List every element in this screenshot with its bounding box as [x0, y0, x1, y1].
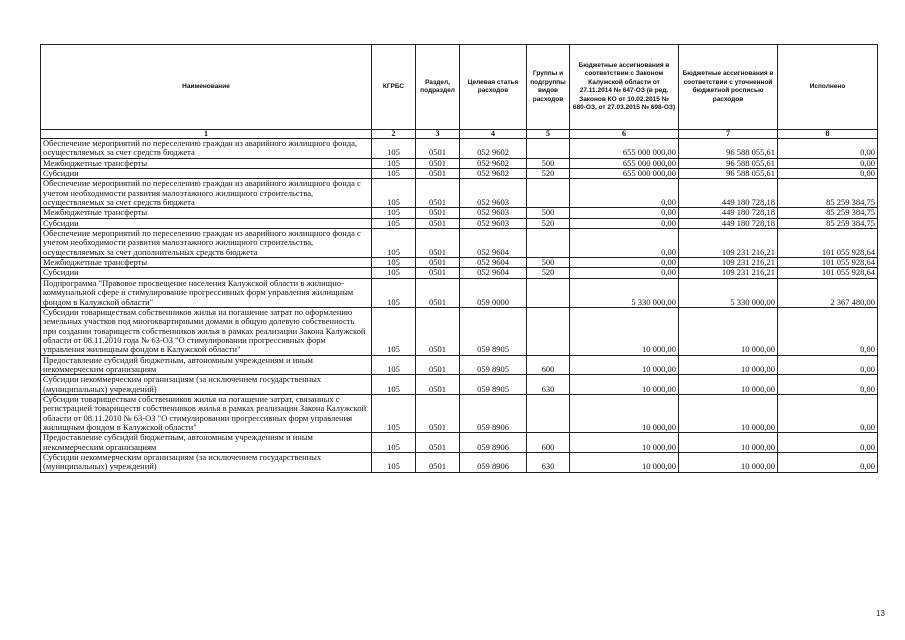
row-name: Субсидии [41, 268, 372, 278]
table-row [41, 307, 878, 355]
row-name: Субсидии некоммерческим организациям (за исключением государственных (муниципальных) учреждений) [41, 375, 372, 395]
header-group: Группы и подгруппы видов расходов [527, 45, 570, 130]
row-group: 520 [527, 169, 570, 179]
row-kgrbs: 105 [372, 355, 416, 375]
row-executed: 85 259 384,75 [778, 218, 878, 228]
row-kgrbs: 105 [372, 268, 416, 278]
row-budget-law: 10 000,00 [570, 433, 679, 453]
table-row [41, 375, 878, 395]
row-group [527, 229, 570, 258]
row-target: 052 9602 [460, 139, 527, 159]
column-number: 7 [679, 130, 778, 139]
row-name: Межбюджетные трансферты [41, 208, 372, 218]
column-number: 1 [41, 130, 372, 139]
row-budget-refined: 10 000,00 [679, 375, 778, 395]
row-name: Подпрограмма "Правовое просвещение населения Калужской области в жилищно-коммунальной сфере и стимулирование прогрессивных форм управления жилищным фондом в Калужской области" [41, 278, 372, 307]
row-executed: 101 055 928,64 [778, 258, 878, 268]
row-name: Обеспечение мероприятий по переселению граждан из аварийного жилищного фонда, осуществляемых за счет средств бюджета [41, 139, 372, 159]
table-row [41, 453, 878, 473]
row-target: 059 8906 [460, 433, 527, 453]
row-group [527, 307, 570, 355]
row-section: 0501 [416, 169, 460, 179]
row-group: 600 [527, 355, 570, 375]
table-row [41, 433, 878, 453]
table-row [41, 208, 878, 218]
row-group: 500 [527, 208, 570, 218]
table-row [41, 355, 878, 375]
table-row [41, 394, 878, 432]
row-executed: 0,00 [778, 158, 878, 168]
row-budget-refined: 10 000,00 [679, 307, 778, 355]
row-name: Субсидии товариществам собственников жилья на погашение затрат по оформлению земельных участков под многоквартирными домами в общую долевую собственность при создании товариществ собственников жилья в рамках реализации Закона Калужской области от 08.11.2010 года № 63-ОЗ "О стимулировании прогрессивных форм управления жилищным фондом в Калужской области" [41, 307, 372, 355]
row-section: 0501 [416, 433, 460, 453]
row-group: 500 [527, 158, 570, 168]
row-section: 0501 [416, 278, 460, 307]
table-row [41, 268, 878, 278]
row-budget-refined: 449 180 728,18 [679, 179, 778, 208]
row-name: Обеспечение мероприятий по переселению граждан из аварийного жилищного фонда с учетом необходимости развития малоэтажного жилищного строительства, осуществляемых за счет дополнительных средств бюджета [41, 229, 372, 258]
row-budget-law: 655 000 000,00 [570, 169, 679, 179]
row-executed: 2 367 480,00 [778, 278, 878, 307]
header-budget-refined: Бюджетные ассигнования в соответствии с уточненной бюджетной росписью расходов [679, 45, 778, 130]
header-row [41, 45, 878, 130]
row-target: 059 8905 [460, 307, 527, 355]
row-name: Обеспечение мероприятий по переселению граждан из аварийного жилищного фонда с учетом необходимости развития малоэтажного жилищного строительства, осуществляемых за счет средств бюджета [41, 179, 372, 208]
row-target: 059 8906 [460, 453, 527, 473]
row-target: 052 9604 [460, 268, 527, 278]
row-name: Субсидии товариществам собственников жилья на погашение затрат, связанных с регистрацией товариществ собственников жилья в рамках реализации Закона Калужской области от 08.11.2010 № 63-ОЗ "О стимулировании прогрессивных форм управления жилищным фондом в Калужской области" [41, 394, 372, 432]
row-budget-refined: 10 000,00 [679, 453, 778, 473]
row-executed: 85 259 384,75 [778, 179, 878, 208]
row-group: 520 [527, 268, 570, 278]
row-kgrbs: 105 [372, 218, 416, 228]
row-budget-law: 10 000,00 [570, 307, 679, 355]
column-number: 2 [372, 130, 416, 139]
row-kgrbs: 105 [372, 169, 416, 179]
table-row [41, 278, 878, 307]
row-budget-refined: 10 000,00 [679, 355, 778, 375]
budget-table [40, 44, 878, 473]
column-number: 6 [570, 130, 679, 139]
row-budget-law: 10 000,00 [570, 375, 679, 395]
header-name: Наименование [41, 45, 372, 130]
row-group: 630 [527, 375, 570, 395]
row-executed: 0,00 [778, 453, 878, 473]
row-kgrbs: 105 [372, 229, 416, 258]
row-group: 600 [527, 433, 570, 453]
row-budget-refined: 449 180 728,18 [679, 208, 778, 218]
row-kgrbs: 105 [372, 394, 416, 432]
row-budget-refined: 5 330 000,00 [679, 278, 778, 307]
table-row [41, 258, 878, 268]
row-kgrbs: 105 [372, 433, 416, 453]
row-section: 0501 [416, 229, 460, 258]
row-name: Предоставление субсидий бюджетным, автономным учреждениям и иным некоммерческим организациям [41, 355, 372, 375]
table-row [41, 139, 878, 159]
row-section: 0501 [416, 355, 460, 375]
row-executed: 0,00 [778, 169, 878, 179]
table-row [41, 229, 878, 258]
row-executed: 0,00 [778, 394, 878, 432]
row-budget-refined: 449 180 728,18 [679, 218, 778, 228]
column-number: 8 [778, 130, 878, 139]
row-executed: 0,00 [778, 433, 878, 453]
row-target: 059 8906 [460, 394, 527, 432]
row-budget-law: 0,00 [570, 229, 679, 258]
row-group: 630 [527, 453, 570, 473]
column-number-row [41, 130, 878, 139]
row-budget-law: 10 000,00 [570, 394, 679, 432]
row-budget-law: 0,00 [570, 208, 679, 218]
row-section: 0501 [416, 268, 460, 278]
row-budget-law: 10 000,00 [570, 355, 679, 375]
header-target: Целевая статья расходов [460, 45, 527, 130]
row-budget-refined: 96 588 055,61 [679, 169, 778, 179]
row-executed: 101 055 928,64 [778, 268, 878, 278]
row-budget-refined: 109 231 216,21 [679, 268, 778, 278]
row-section: 0501 [416, 394, 460, 432]
row-section: 0501 [416, 208, 460, 218]
row-budget-law: 5 330 000,00 [570, 278, 679, 307]
header-executed: Исполнено [778, 45, 878, 130]
row-target: 052 9602 [460, 158, 527, 168]
row-target: 052 9604 [460, 258, 527, 268]
row-name: Субсидии [41, 218, 372, 228]
row-budget-law: 655 000 000,00 [570, 158, 679, 168]
row-name: Субсидии [41, 169, 372, 179]
row-budget-law: 0,00 [570, 218, 679, 228]
row-section: 0501 [416, 258, 460, 268]
row-budget-law: 0,00 [570, 268, 679, 278]
row-kgrbs: 105 [372, 307, 416, 355]
row-kgrbs: 105 [372, 453, 416, 473]
row-target: 059 8905 [460, 375, 527, 395]
row-budget-refined: 109 231 216,21 [679, 258, 778, 268]
row-kgrbs: 105 [372, 258, 416, 268]
row-target: 059 8905 [460, 355, 527, 375]
row-group: 520 [527, 218, 570, 228]
row-budget-refined: 10 000,00 [679, 433, 778, 453]
row-group [527, 394, 570, 432]
row-section: 0501 [416, 139, 460, 159]
row-target: 059 0000 [460, 278, 527, 307]
table-row [41, 169, 878, 179]
row-executed: 0,00 [778, 139, 878, 159]
row-budget-law: 0,00 [570, 179, 679, 208]
row-section: 0501 [416, 307, 460, 355]
row-group [527, 179, 570, 208]
row-budget-law: 0,00 [570, 258, 679, 268]
row-budget-refined: 10 000,00 [679, 394, 778, 432]
row-kgrbs: 105 [372, 278, 416, 307]
column-number: 5 [527, 130, 570, 139]
header-kgrbs: КГРБС [372, 45, 416, 130]
header-section: Раздел, подраздел [416, 45, 460, 130]
row-name: Предоставление субсидий бюджетным, автономным учреждениям и иным некоммерческим организациям [41, 433, 372, 453]
row-name: Межбюджетные трансферты [41, 158, 372, 168]
row-executed: 101 055 928,64 [778, 229, 878, 258]
row-name: Субсидии некоммерческим организациям (за исключением государственных (муниципальных) учреждений) [41, 453, 372, 473]
row-target: 052 9603 [460, 179, 527, 208]
row-target: 052 9602 [460, 169, 527, 179]
row-kgrbs: 105 [372, 139, 416, 159]
row-budget-law: 655 000 000,00 [570, 139, 679, 159]
row-section: 0501 [416, 375, 460, 395]
table-row [41, 158, 878, 168]
row-section: 0501 [416, 218, 460, 228]
row-group [527, 278, 570, 307]
row-executed: 0,00 [778, 375, 878, 395]
row-budget-refined: 96 588 055,61 [679, 139, 778, 159]
row-section: 0501 [416, 158, 460, 168]
row-section: 0501 [416, 179, 460, 208]
header-budget-law: Бюджетные ассигнования в соответствии с Законом Калужской области от 27.11.2014 № 647-ОЗ (в ред. Законов КО от 10.02.2015 № 680-ОЗ, от 27.03.2015 № 698-ОЗ) [570, 45, 679, 130]
row-budget-law: 10 000,00 [570, 453, 679, 473]
row-target: 052 9603 [460, 208, 527, 218]
row-section: 0501 [416, 453, 460, 473]
row-executed: 0,00 [778, 307, 878, 355]
row-name: Межбюджетные трансферты [41, 258, 372, 268]
row-kgrbs: 105 [372, 158, 416, 168]
row-budget-refined: 109 231 216,21 [679, 229, 778, 258]
column-number: 3 [416, 130, 460, 139]
row-target: 052 9604 [460, 229, 527, 258]
row-executed: 0,00 [778, 355, 878, 375]
row-budget-refined: 96 588 055,61 [679, 158, 778, 168]
row-group: 500 [527, 258, 570, 268]
table-row [41, 179, 878, 208]
table-row [41, 218, 878, 228]
column-number: 4 [460, 130, 527, 139]
row-kgrbs: 105 [372, 208, 416, 218]
row-group [527, 139, 570, 159]
row-kgrbs: 105 [372, 179, 416, 208]
page-number: 13 [876, 609, 885, 618]
row-kgrbs: 105 [372, 375, 416, 395]
row-executed: 85 259 384,75 [778, 208, 878, 218]
row-target: 052 9603 [460, 218, 527, 228]
